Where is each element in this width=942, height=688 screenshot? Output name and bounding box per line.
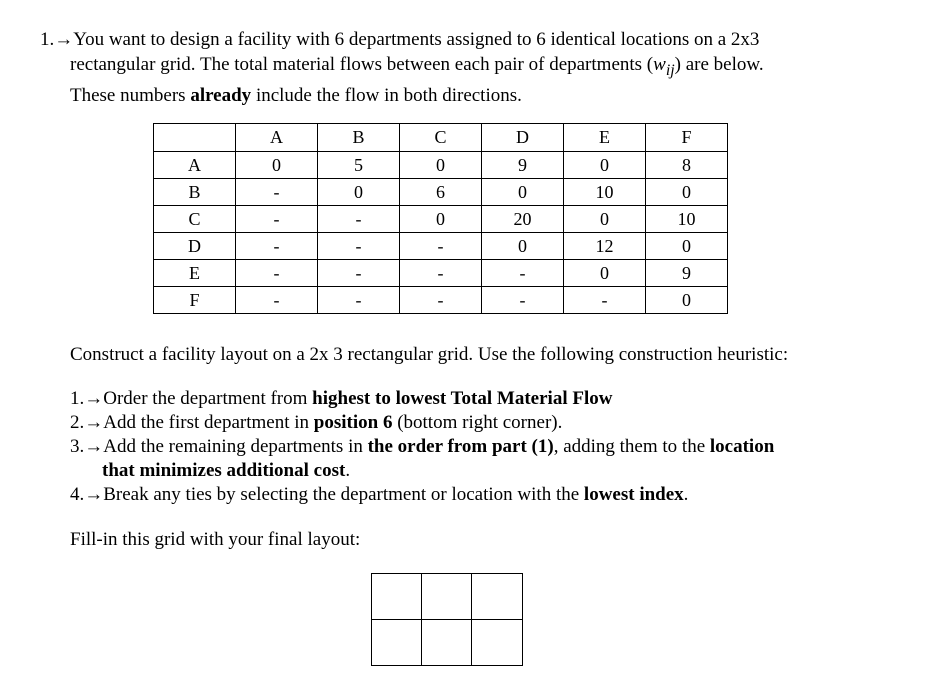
step-text: (bottom right corner).: [392, 412, 563, 433]
heuristic-steps: [70, 387, 870, 507]
table-header-cell: E: [564, 124, 646, 152]
table-cell: 0: [564, 260, 646, 287]
table-header-row: [154, 124, 728, 152]
construct-instruction: Construct a facility layout on a 2x 3 rectangular grid. Use the following construction heuristic:: [70, 344, 789, 365]
flow-variable-subscript: ij: [665, 61, 675, 79]
step-text: , adding them to the: [553, 436, 710, 457]
table-cell: -: [318, 233, 400, 260]
step-number: 3.→: [70, 436, 104, 457]
step-1: [70, 387, 870, 411]
grid-location-5[interactable]: [422, 620, 472, 666]
table-cell: 0: [482, 179, 564, 206]
fill-in-instruction: Fill-in this grid with your final layout:: [70, 529, 361, 550]
step-text: .: [683, 484, 689, 505]
problem-line-2: [40, 52, 920, 83]
table-cell: -: [400, 260, 482, 287]
table-header-cell: C: [400, 124, 482, 152]
step-4: [70, 483, 870, 507]
table-cell: -: [318, 260, 400, 287]
table-cell: 10: [646, 206, 728, 233]
table-cell: 12: [564, 233, 646, 260]
grid-location-6[interactable]: [472, 620, 522, 666]
step-text: Add the remaining departments in: [103, 436, 368, 457]
step-emphasis: position 6: [313, 412, 393, 433]
step-text: Break any ties by selecting the department or location with the: [103, 484, 584, 505]
step-emphasis: location: [709, 436, 775, 457]
step-text: Order the department from: [103, 388, 313, 409]
problem-line-3: [40, 83, 920, 108]
table-cell: 20: [482, 206, 564, 233]
problem-statement: [40, 27, 920, 108]
row-label: F: [154, 287, 236, 314]
table-cell: 5: [318, 152, 400, 179]
row-label: C: [154, 206, 236, 233]
problem-number: 1.: [40, 29, 55, 50]
table-cell: 0: [564, 152, 646, 179]
problem-text-3: These numbers: [70, 84, 191, 106]
table-cell: -: [400, 233, 482, 260]
table-cell: -: [236, 206, 318, 233]
step-emphasis: highest to lowest Total Material Flow: [312, 388, 613, 409]
table-cell: 0: [400, 206, 482, 233]
grid-location-2[interactable]: [422, 574, 472, 620]
layout-answer-grid: [371, 573, 523, 666]
flow-variable: w: [653, 54, 666, 75]
table-cell: -: [236, 287, 318, 314]
table-cell: 0: [646, 287, 728, 314]
table-cell: 0: [400, 152, 482, 179]
table-cell: -: [400, 287, 482, 314]
step-number: 4.→: [70, 484, 104, 505]
table-cell: -: [564, 287, 646, 314]
step-2: [70, 411, 870, 435]
table-header-cell: D: [482, 124, 564, 152]
table-cell: -: [236, 233, 318, 260]
table-cell: 8: [646, 152, 728, 179]
problem-text-1: You want to design a facility with 6 departments assigned to 6 identical locations on a 2x3: [73, 29, 760, 50]
table-row: [154, 287, 728, 314]
arrow-glyph: →: [54, 29, 74, 50]
table-cell: 0: [564, 206, 646, 233]
table-cell: 0: [318, 179, 400, 206]
table-cell: 0: [236, 152, 318, 179]
step-text: Add the first department in: [103, 412, 314, 433]
step-text: .: [345, 460, 351, 481]
table-cell: -: [236, 260, 318, 287]
table-header-cell: B: [318, 124, 400, 152]
table-row: [154, 152, 728, 179]
grid-location-3[interactable]: [472, 574, 522, 620]
grid-location-4[interactable]: [372, 620, 422, 666]
step-emphasis: lowest index: [583, 484, 684, 505]
material-flow-table: [153, 123, 728, 314]
table-cell: -: [236, 179, 318, 206]
problem-text-2: rectangular grid. The total material flows between each pair of departments (: [70, 54, 654, 75]
emphasis-already: already: [190, 84, 252, 106]
step-emphasis: the order from part (1): [367, 436, 554, 457]
grid-location-1[interactable]: [372, 574, 422, 620]
table-row: [154, 179, 728, 206]
row-label: A: [154, 152, 236, 179]
table-cell: 0: [646, 179, 728, 206]
step-3-continuation: [70, 459, 870, 483]
step-number: 1.→: [70, 388, 104, 409]
table-row: [154, 233, 728, 260]
table-cell: -: [318, 206, 400, 233]
row-label: E: [154, 260, 236, 287]
table-row: [154, 260, 728, 287]
table-cell: 6: [400, 179, 482, 206]
table-cell: -: [318, 287, 400, 314]
row-label: D: [154, 233, 236, 260]
table-cell: 10: [564, 179, 646, 206]
table-cell: 0: [482, 233, 564, 260]
problem-text-2-end: ) are below.: [674, 54, 764, 75]
step-3: [70, 435, 870, 459]
table-cell: -: [482, 260, 564, 287]
table-header-cell: A: [236, 124, 318, 152]
table-cell: 9: [482, 152, 564, 179]
table-cell: -: [482, 287, 564, 314]
table-cell: 9: [646, 260, 728, 287]
table-header-cell: F: [646, 124, 728, 152]
table-header-cell: [154, 124, 236, 152]
step-number: 2.→: [70, 412, 104, 433]
table-cell: 0: [646, 233, 728, 260]
row-label: B: [154, 179, 236, 206]
problem-text-3-end: include the flow in both directions.: [251, 84, 522, 106]
table-row: [154, 206, 728, 233]
problem-line-1: [40, 27, 920, 52]
step-emphasis: that minimizes additional cost: [102, 460, 346, 481]
